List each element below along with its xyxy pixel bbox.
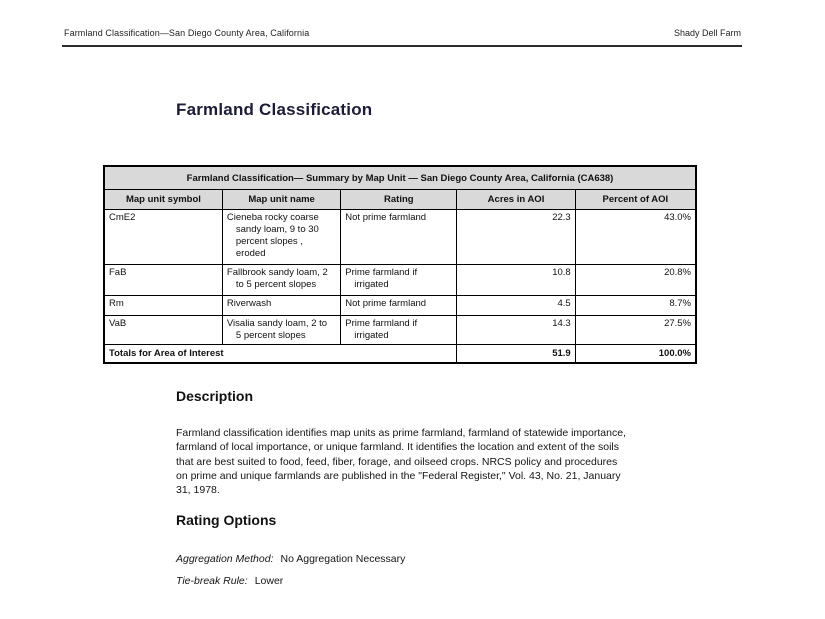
summary-table-container [103,165,697,364]
tie-break-rule-row [176,575,283,587]
cell-acres: 10.8 [457,265,575,296]
page-title: Farmland Classification [176,100,373,119]
table-row [104,316,696,345]
cell-rating: Prime farmland if irrigated [341,265,457,296]
column-header-rating: Rating [341,190,457,210]
cell-symbol: CmE2 [104,210,222,265]
cell-symbol: FaB [104,265,222,296]
column-header-percent: Percent of AOI [575,190,696,210]
page-header-left: Farmland Classification—San Diego County Area, California [64,28,310,38]
cell-rating: Not prime farmland [341,296,457,316]
cell-acres: 22.3 [457,210,575,265]
description-heading: Description [176,388,254,404]
summary-table [103,165,697,364]
column-header-acres: Acres in AOI [457,190,575,210]
totals-percent: 100.0% [575,345,696,364]
table-row [104,210,696,265]
cell-percent: 27.5% [575,316,696,345]
cell-name: Visalia sandy loam, 2 to 5 percent slopes [222,316,340,345]
page-header-right: Shady Dell Farm [673,28,741,38]
table-header-row [104,190,696,210]
table-title-row [104,166,696,190]
table-row [104,296,696,316]
aggregation-method-row [176,553,405,565]
column-header-symbol: Map unit symbol [104,190,222,210]
rating-options-heading: Rating Options [176,512,277,528]
aggregation-method-value: No Aggregation Necessary [280,553,406,565]
header-divider [62,45,742,47]
table-title: Farmland Classification— Summary by Map Unit — San Diego County Area, California (CA638) [104,166,696,190]
cell-name: Fallbrook sandy loam, 2 to 5 percent slopes [222,265,340,296]
cell-symbol: VaB [104,316,222,345]
cell-rating: Prime farmland if irrigated [341,316,457,345]
cell-symbol: Rm [104,296,222,316]
column-header-name: Map unit name [222,190,340,210]
cell-rating: Not prime farmland [341,210,457,265]
cell-name: Riverwash [222,296,340,316]
description-body: Farmland classification identifies map units as prime farmland, farmland of statewide importance, farmland of local importance, or unique farmland. It identifies the location and extent of the soils that are best suited to food, feed, fiber, forage, and oilseed crops. NRCS policy and procedures on prime and unique farmlands are published in the "Federal Register," Vol. 43, No. 21, January 31, 1978. [176,427,626,497]
cell-name: Cieneba rocky coarse sandy loam, 9 to 30 percent slopes , eroded [222,210,340,265]
cell-percent: 20.8% [575,265,696,296]
cell-percent: 8.7% [575,296,696,316]
table-totals-row [104,345,696,364]
cell-acres: 14.3 [457,316,575,345]
cell-acres: 4.5 [457,296,575,316]
tie-break-rule-value: Lower [254,575,284,587]
totals-label: Totals for Area of Interest [104,345,457,364]
cell-percent: 43.0% [575,210,696,265]
aggregation-method-label: Aggregation Method: [176,553,274,565]
table-row [104,265,696,296]
tie-break-rule-label: Tie-break Rule: [176,575,248,587]
totals-acres: 51.9 [457,345,575,364]
